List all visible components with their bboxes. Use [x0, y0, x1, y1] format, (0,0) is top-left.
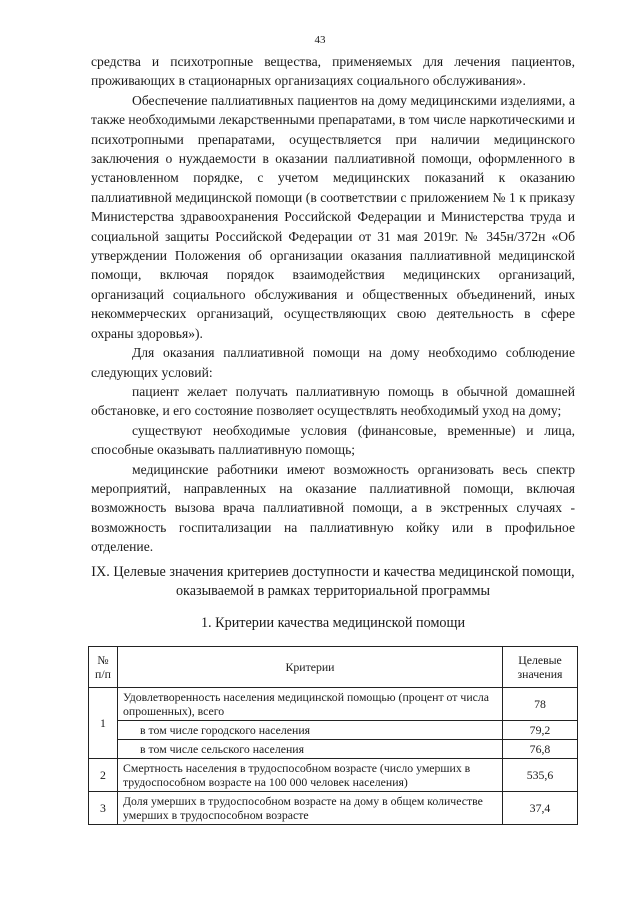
row-value: 78: [503, 688, 578, 721]
criteria-table: [88, 646, 578, 825]
page-number: 43: [314, 34, 326, 46]
table-row: [89, 759, 578, 792]
paragraph: пациент желает получать паллиативную помощь в обычной домашней обстановке, и его состояние позволяет осуществлять необходимый уход на дому;: [91, 383, 575, 419]
section-title: IX. Целевые значения критериев доступности и качества медицинской помощи, оказываемой в рамках территориальной программы: [91, 564, 575, 599]
sub-title: 1. Критерии качества медицинской помощи: [200, 615, 466, 631]
row-num: 2: [89, 759, 118, 792]
row-value: 76,8: [503, 740, 578, 759]
paragraph: средства и психотропные вещества, применяемых для лечения пациентов, проживающих в стационарных организациях социального обслуживания».: [91, 54, 575, 89]
header-num: № п/п: [89, 647, 118, 688]
header-value: Целевые значения: [503, 647, 578, 688]
table-row: [89, 721, 578, 740]
paragraph: Обеспечение паллиативных пациентов на дому медицинскими изделиями, а также необходимыми лекарственными препаратами, в том числе наркотическими и психотропными препаратами, осуществляется при наличии медицинского заключения о нуждаемости в оказании паллиативной помощи, оформленного в установленном порядке, с учетом медицинских показаний к оказанию паллиативной медицинской помощи (в соответствии с приложением № 1 к приказу Министерства здравоохранения Российской Федерации и Министерства труда и социальной защиты Российской Федерации от 31 мая 2019г. № 345н/372н «Об утверждении Положения об организации оказания паллиативной медицинской помощи, включая порядок взаимодействия медицинских организаций, организаций социального обслуживания и общественных объединений, иных некоммерческих организаций, осуществляющих свою деятельность в сфере охраны здоровья»).: [91, 92, 575, 341]
table-header-row: [89, 647, 578, 688]
header-criteria: Критерии: [118, 647, 503, 688]
row-value: 79,2: [503, 721, 578, 740]
table-row: [89, 688, 578, 721]
row-criteria: в том числе городского населения: [118, 721, 503, 740]
row-value: 535,6: [503, 759, 578, 792]
table-row: [89, 740, 578, 759]
table-row: [89, 792, 578, 825]
body-text: [91, 52, 575, 557]
row-criteria: Доля умерших в трудоспособном возрасте на дому в общем количестве умерших в трудоспособном возрасте: [118, 792, 503, 825]
paragraph: медицинские работники имеют возможность организовать весь спектр мероприятий, направленных на оказание паллиативной помощи, включая возможность вызова врача паллиативной помощи, а в экстренных случаях - возможность госпитализации на паллиативную койку или в профильное отделение.: [91, 461, 575, 555]
row-criteria: в том числе сельского населения: [118, 740, 503, 759]
row-criteria: Смертность населения в трудоспособном возрасте (число умерших в трудоспособном возрасте на 100 000 человек населения): [118, 759, 503, 792]
row-num: 3: [89, 792, 118, 825]
row-value: 37,4: [503, 792, 578, 825]
paragraph: Для оказания паллиативной помощи на дому необходимо соблюдение следующих условий:: [91, 345, 575, 380]
row-criteria: Удовлетворенность населения медицинской помощью (процент от числа опрошенных), всего: [118, 688, 503, 721]
row-num: 1: [89, 688, 118, 759]
paragraph: существуют необходимые условия (финансовые, временные) и лица, способные оказывать паллиативную помощь;: [91, 422, 575, 458]
